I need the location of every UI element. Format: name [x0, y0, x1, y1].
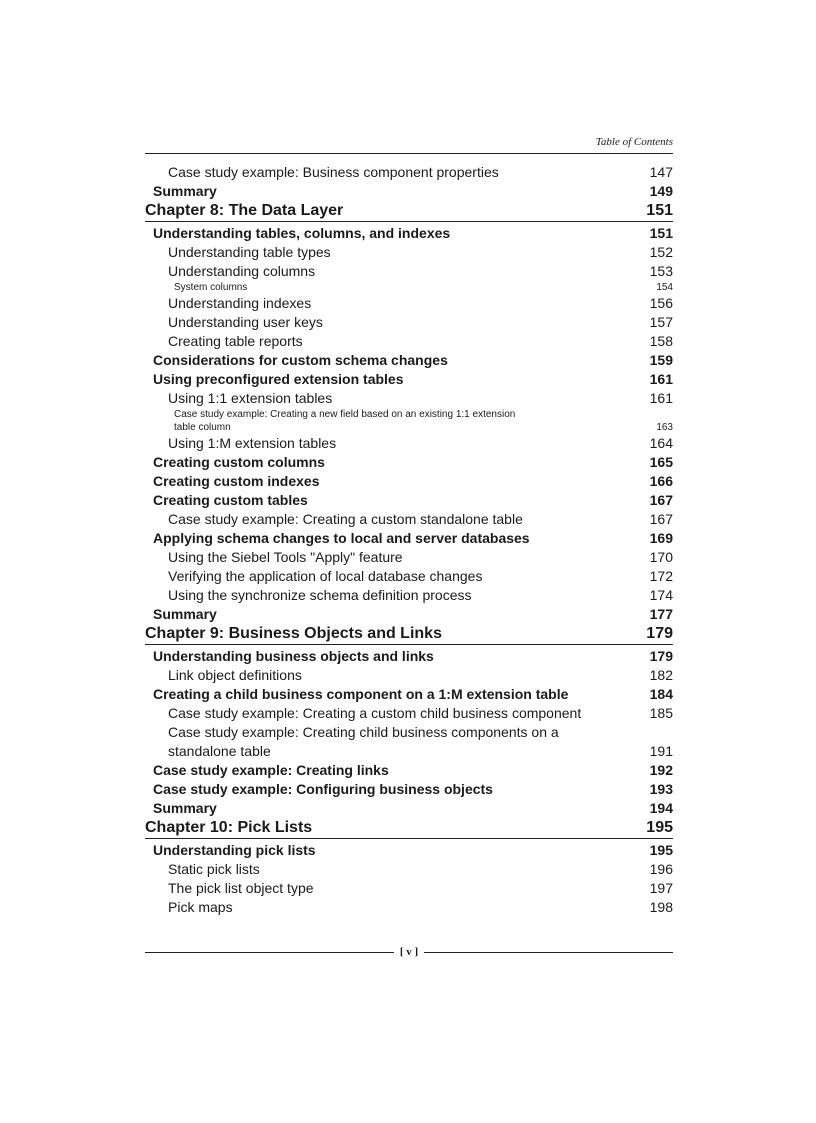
toc-entry-page: 167	[649, 511, 673, 527]
toc-entry[interactable]	[145, 332, 673, 351]
toc-entry-title: Creating custom columns	[153, 454, 325, 470]
toc-entry-title: Considerations for custom schema changes	[153, 352, 448, 368]
toc-entry-title: Creating custom tables	[153, 492, 308, 508]
toc-entry[interactable]	[145, 313, 673, 332]
toc-entry-title: Understanding indexes	[168, 295, 312, 311]
toc-entry-page: 167	[649, 492, 673, 508]
toc-entry-page: 154	[656, 282, 673, 293]
toc-entry-page: 158	[649, 333, 673, 349]
toc-entry[interactable]	[145, 704, 673, 723]
toc-entry-title: Summary	[153, 606, 217, 622]
toc-entry-title: Understanding user keys	[168, 314, 323, 330]
toc-entry-page: 195	[649, 842, 673, 858]
toc-entry-title: Applying schema changes to local and server databases	[153, 530, 530, 546]
toc-entry-title: Case study example: Creating links	[153, 762, 389, 778]
footer-rule-left	[145, 952, 394, 953]
toc-entry-title: Using 1:1 extension tables	[168, 390, 333, 406]
chapter-page: 179	[646, 625, 673, 642]
toc-section[interactable]	[145, 605, 673, 624]
toc-section[interactable]	[145, 351, 673, 370]
table-of-contents	[145, 163, 673, 917]
toc-entry-title: Creating custom indexes	[153, 473, 320, 489]
toc-entry[interactable]	[145, 586, 673, 605]
chapter-heading[interactable]	[145, 818, 673, 839]
toc-entry-page: 163	[656, 422, 673, 433]
toc-entry-title: Using the synchronize schema definition process	[168, 587, 472, 603]
toc-entry-page: 179	[649, 648, 673, 664]
toc-section[interactable]	[145, 841, 673, 860]
toc-entry[interactable]	[145, 262, 673, 281]
toc-entry-title: Summary	[153, 183, 217, 199]
toc-section[interactable]	[145, 370, 673, 389]
toc-entry-title	[168, 723, 559, 761]
toc-entry-title: Creating a child business component on a 1:M extension table	[153, 686, 569, 702]
toc-entry[interactable]	[145, 879, 673, 898]
toc-entry-page: 169	[649, 530, 673, 546]
toc-section[interactable]	[145, 182, 673, 201]
toc-entry-page: 164	[649, 435, 673, 451]
toc-subentry[interactable]	[145, 281, 673, 294]
chapter-title: Chapter 9: Business Objects and Links	[145, 625, 442, 642]
toc-entry-title: Creating table reports	[168, 333, 303, 349]
toc-entry-title: Static pick lists	[168, 861, 260, 877]
toc-entry-title: Case study example: Business component properties	[168, 164, 499, 180]
toc-entry-page: 149	[649, 183, 673, 199]
toc-section[interactable]	[145, 647, 673, 666]
toc-entry-page: 170	[649, 549, 673, 565]
toc-entry[interactable]	[145, 723, 673, 761]
toc-entry-page: 152	[649, 244, 673, 260]
toc-entry[interactable]	[145, 294, 673, 313]
toc-entry-title: System columns	[174, 282, 248, 293]
toc-entry-page: 165	[649, 454, 673, 470]
toc-entry-page: 182	[649, 667, 673, 683]
toc-entry-title-line2: standalone table	[168, 743, 271, 759]
toc-entry[interactable]	[145, 567, 673, 586]
toc-section[interactable]	[145, 491, 673, 510]
toc-section[interactable]	[145, 761, 673, 780]
toc-entry-title: Understanding table types	[168, 244, 331, 260]
toc-entry[interactable]	[145, 510, 673, 529]
toc-entry-title-line1: Case study example: Creating a new field based on an existing 1:1 extension	[174, 409, 516, 420]
toc-section[interactable]	[145, 224, 673, 243]
toc-entry-page: 166	[649, 473, 673, 489]
toc-entry-page: 147	[649, 164, 673, 180]
chapter-heading[interactable]	[145, 624, 673, 645]
toc-entry-page: 157	[649, 314, 673, 330]
toc-entry-page: 172	[649, 568, 673, 584]
toc-entry-title: Summary	[153, 800, 217, 816]
toc-entry[interactable]	[145, 860, 673, 879]
toc-entry-title: The pick list object type	[168, 880, 314, 896]
toc-entry-page: 156	[649, 295, 673, 311]
toc-entry-page: 153	[649, 263, 673, 279]
toc-entry-page: 191	[649, 743, 673, 759]
toc-entry-page: 177	[649, 606, 673, 622]
toc-entry-page: 193	[649, 781, 673, 797]
footer-rule-right	[424, 952, 673, 953]
toc-section[interactable]	[145, 799, 673, 818]
chapter-page: 195	[646, 819, 673, 836]
running-header: Table of Contents	[595, 136, 673, 148]
toc-entry-page: 161	[649, 371, 673, 387]
toc-entry[interactable]	[145, 898, 673, 917]
toc-section[interactable]	[145, 685, 673, 704]
toc-entry[interactable]	[145, 243, 673, 262]
toc-entry-page: 194	[649, 800, 673, 816]
toc-entry[interactable]	[145, 163, 673, 182]
chapter-title: Chapter 10: Pick Lists	[145, 819, 313, 836]
chapter-page: 151	[646, 202, 673, 219]
toc-entry-title: Case study example: Configuring business objects	[153, 781, 493, 797]
toc-entry-title: Understanding pick lists	[153, 842, 316, 858]
toc-entry-title-line1: Case study example: Creating child business components on a	[168, 724, 559, 740]
toc-entry-page: 197	[649, 880, 673, 896]
toc-section[interactable]	[145, 529, 673, 548]
toc-entry-page: 185	[649, 705, 673, 721]
toc-section[interactable]	[145, 453, 673, 472]
toc-entry-title: Case study example: Creating a custom child business component	[168, 705, 582, 721]
chapter-title: Chapter 8: The Data Layer	[145, 202, 344, 219]
toc-subentry[interactable]	[145, 408, 673, 434]
toc-entry[interactable]	[145, 548, 673, 567]
toc-entry-title	[174, 408, 515, 434]
toc-entry-page: 161	[649, 390, 673, 406]
toc-entry-title: Link object definitions	[168, 667, 302, 683]
toc-entry[interactable]	[145, 434, 673, 453]
header-rule	[145, 153, 673, 154]
toc-entry-title: Verifying the application of local database changes	[168, 568, 483, 584]
toc-entry-title: Using 1:M extension tables	[168, 435, 337, 451]
toc-entry[interactable]	[145, 389, 673, 408]
toc-entry-page: 151	[649, 225, 673, 241]
toc-entry-title: Using the Siebel Tools "Apply" feature	[168, 549, 403, 565]
toc-entry-title: Understanding columns	[168, 263, 316, 279]
toc-entry-title: Case study example: Creating a custom standalone table	[168, 511, 523, 527]
toc-entry-title: Pick maps	[168, 899, 233, 915]
toc-entry-page: 198	[649, 899, 673, 915]
toc-entry-title: Understanding business objects and links	[153, 648, 434, 664]
page-number: [ v ]	[399, 946, 419, 958]
toc-section[interactable]	[145, 472, 673, 491]
toc-entry-page: 196	[649, 861, 673, 877]
toc-entry-title: Understanding tables, columns, and indexes	[153, 225, 451, 241]
toc-entry-title: Using preconfigured extension tables	[153, 371, 404, 387]
toc-entry-page: 159	[649, 352, 673, 368]
toc-entry[interactable]	[145, 666, 673, 685]
toc-section[interactable]	[145, 780, 673, 799]
page-footer	[145, 946, 673, 958]
toc-entry-page: 174	[649, 587, 673, 603]
toc-entry-title-line2: table column	[174, 422, 231, 433]
toc-entry-page: 192	[649, 762, 673, 778]
chapter-heading[interactable]	[145, 201, 673, 222]
toc-entry-page: 184	[649, 686, 673, 702]
